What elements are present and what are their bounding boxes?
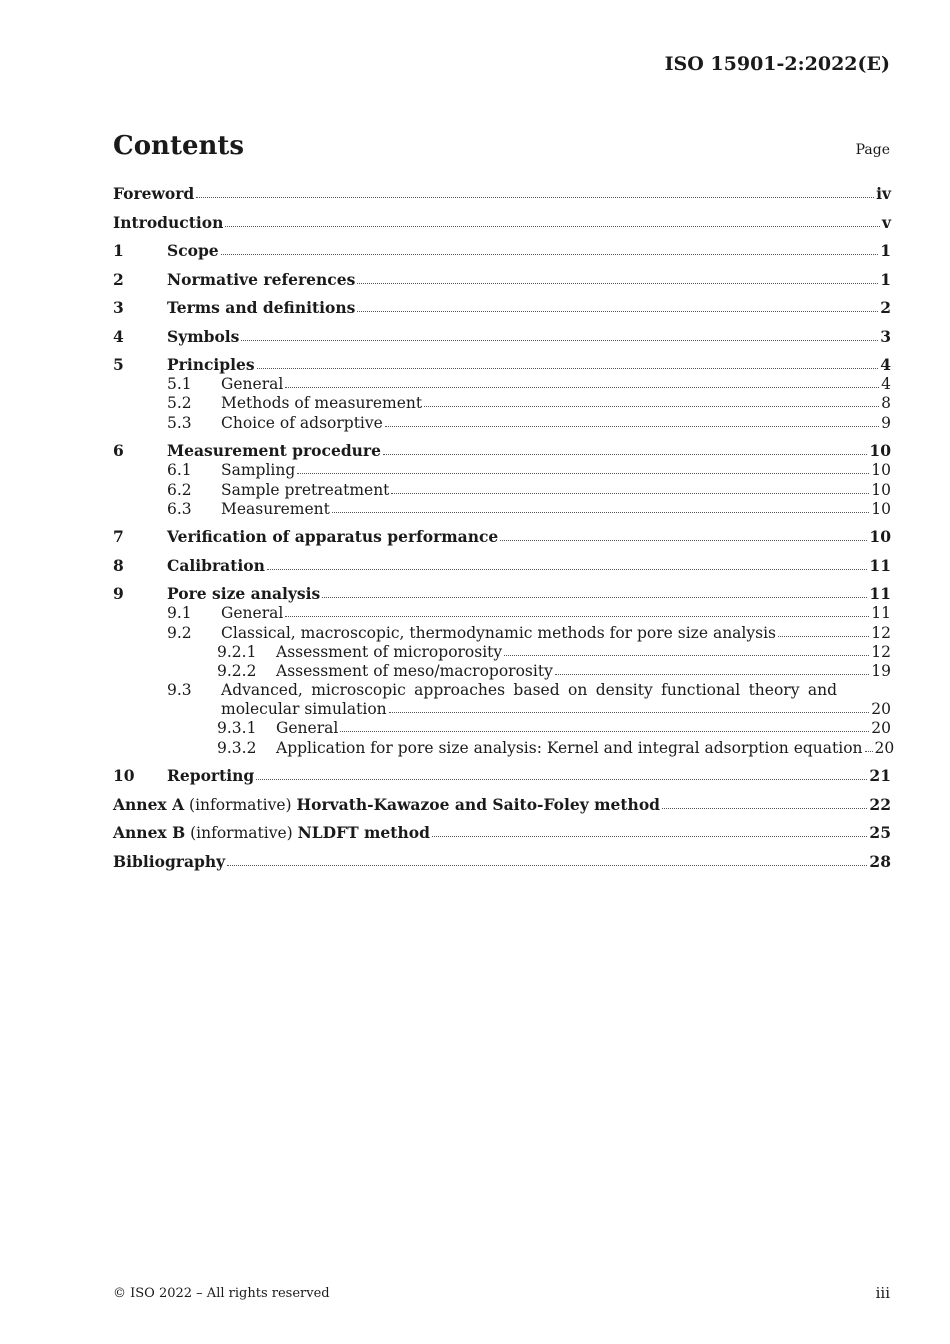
leader-dots xyxy=(504,655,869,656)
leader-dots xyxy=(256,779,867,780)
toc-title: Pore size analysis xyxy=(167,584,321,604)
toc-entry-3[interactable] xyxy=(113,298,891,317)
toc-title: Assessment of microporosity xyxy=(276,642,503,661)
toc-number: 9.1 xyxy=(167,604,192,623)
toc-entry-5-2[interactable] xyxy=(113,393,891,412)
annex-type: (informative) xyxy=(184,795,297,814)
toc-entry-8[interactable] xyxy=(113,555,891,574)
toc-title: Horvath-Kawazoe and Saito-Foley method xyxy=(296,794,660,814)
toc-title: Introduction xyxy=(113,212,224,232)
toc-title: Symbols xyxy=(167,326,240,346)
toc-number: 5 xyxy=(113,355,124,375)
toc-title: Reporting xyxy=(167,766,255,786)
toc-entry-5-3[interactable] xyxy=(113,412,891,431)
leader-dots xyxy=(297,473,869,474)
toc-entry-9-2[interactable] xyxy=(113,622,891,641)
toc-number: 9.3.1 xyxy=(217,719,257,738)
leader-dots xyxy=(383,454,867,455)
page-column-label: Page xyxy=(855,142,890,158)
toc-entry-6-1[interactable] xyxy=(113,460,891,479)
leader-dots xyxy=(225,226,880,227)
toc-page: v xyxy=(881,212,891,232)
toc-number: 8 xyxy=(113,555,124,575)
toc-number: 1 xyxy=(113,241,124,261)
toc-title: General xyxy=(221,604,284,623)
toc-number: 5.2 xyxy=(167,394,192,413)
leader-dots xyxy=(555,674,869,675)
leader-dots xyxy=(662,808,867,809)
leader-dots xyxy=(257,368,879,369)
leader-dots xyxy=(196,197,874,198)
toc-entry-9-3-continued[interactable] xyxy=(113,699,891,718)
annex-label: Annex B xyxy=(113,823,186,843)
toc-entry-4[interactable] xyxy=(113,326,891,345)
toc-entry-annex-b[interactable] xyxy=(113,823,891,842)
toc-page: iv xyxy=(876,184,891,204)
toc-page: 1 xyxy=(880,269,891,289)
toc-page: 8 xyxy=(881,394,891,413)
toc-number: 6 xyxy=(113,441,124,461)
toc-title: Sample pretreatment xyxy=(221,480,390,499)
leader-dots xyxy=(389,712,870,713)
toc-page: 3 xyxy=(880,326,891,346)
leader-dots xyxy=(340,731,869,732)
toc-entry-9[interactable] xyxy=(113,584,891,603)
leader-dots xyxy=(267,569,868,570)
toc-title-line2: molecular simulation xyxy=(221,700,387,719)
toc-page: 10 xyxy=(871,499,891,518)
contents-title: Contents xyxy=(113,131,245,161)
toc-number: 9.3.2 xyxy=(217,738,257,757)
toc-entry-10[interactable] xyxy=(113,766,891,785)
leader-dots xyxy=(865,751,873,752)
toc-entry-9-2-1[interactable] xyxy=(113,642,891,661)
toc-page: 20 xyxy=(874,738,895,757)
leader-dots xyxy=(391,493,869,494)
toc-page: 20 xyxy=(871,719,891,738)
toc-title: Measurement xyxy=(221,499,330,518)
toc-entry-5-1[interactable] xyxy=(113,374,891,393)
toc-title: Normative references xyxy=(167,269,356,289)
toc-page: 19 xyxy=(871,661,891,680)
toc-page: 11 xyxy=(869,555,891,575)
toc-entry-foreword[interactable] xyxy=(113,184,891,203)
toc-entry-2[interactable] xyxy=(113,269,891,288)
toc-page: 20 xyxy=(871,700,891,719)
leader-dots xyxy=(221,254,879,255)
toc-number: 6.1 xyxy=(167,461,192,480)
leader-dots xyxy=(500,540,867,541)
toc-page: 10 xyxy=(869,441,891,461)
toc-number: 9 xyxy=(113,584,124,604)
toc-entry-introduction[interactable] xyxy=(113,212,891,231)
toc-title-line1: Advanced, microscopic approaches based on density functional theory and xyxy=(221,681,837,700)
toc-page: 4 xyxy=(880,355,891,375)
toc-title: General xyxy=(221,375,284,394)
toc-number: 9.2.2 xyxy=(217,661,257,680)
toc-number: 5.3 xyxy=(167,413,192,432)
toc-page: 10 xyxy=(871,480,891,499)
toc-title: Classical, macroscopic, thermodynamic methods for pore size analysis xyxy=(221,623,776,642)
toc-entry-9-3-1[interactable] xyxy=(113,718,891,737)
toc-entry-6-3[interactable] xyxy=(113,499,891,518)
toc-entry-bibliography[interactable] xyxy=(113,851,891,870)
toc-page: 4 xyxy=(881,375,891,394)
toc-title: Methods of measurement xyxy=(221,394,423,413)
toc-number: 2 xyxy=(113,269,124,289)
toc-number: 10 xyxy=(113,766,135,786)
copyright-notice: © ISO 2022 – All rights reserved xyxy=(113,1286,330,1301)
toc-page: 12 xyxy=(871,623,891,642)
document-id: ISO 15901-2:2022(E) xyxy=(664,53,890,75)
toc-title: General xyxy=(276,719,339,738)
leader-dots xyxy=(285,387,879,388)
toc-number: 7 xyxy=(113,527,124,547)
leader-dots xyxy=(778,636,869,637)
toc-page: 9 xyxy=(881,413,891,432)
toc-entry-6[interactable] xyxy=(113,441,891,460)
toc-title: Bibliography xyxy=(113,851,226,871)
toc-entry-5[interactable] xyxy=(113,355,891,374)
toc-title: Foreword xyxy=(113,184,195,204)
leader-dots xyxy=(227,865,867,866)
toc-page: 28 xyxy=(869,851,891,871)
leader-dots xyxy=(432,836,868,837)
toc-entry-9-2-2[interactable] xyxy=(113,661,891,680)
toc-page: 25 xyxy=(869,823,891,843)
toc-title: NLDFT method xyxy=(297,823,430,843)
annex-type: (informative) xyxy=(185,824,298,843)
toc-title: Verification of apparatus performance xyxy=(167,527,499,547)
toc-title: Sampling xyxy=(221,461,296,480)
toc-entry-9-3-2[interactable] xyxy=(113,737,895,757)
toc-page: 11 xyxy=(869,584,891,604)
toc-title: Choice of adsorptive xyxy=(221,413,383,432)
page-number: iii xyxy=(875,1284,890,1302)
toc-title: Assessment of meso/macroporosity xyxy=(276,661,553,680)
toc-page: 2 xyxy=(880,298,891,318)
annex-label: Annex A xyxy=(113,794,185,814)
leader-dots xyxy=(424,406,879,407)
toc-number: 9.2.1 xyxy=(217,642,257,661)
toc-page: 22 xyxy=(869,794,891,814)
leader-dots xyxy=(385,426,879,427)
leader-dots xyxy=(285,616,869,617)
toc-number: 6.2 xyxy=(167,480,192,499)
toc-number: 9.2 xyxy=(167,623,192,642)
table-of-contents xyxy=(113,184,895,871)
leader-dots xyxy=(241,340,878,341)
toc-page: 10 xyxy=(871,461,891,480)
toc-title: Terms and definitions xyxy=(167,298,356,318)
toc-page: 11 xyxy=(871,604,891,623)
toc-page: 12 xyxy=(871,642,891,661)
toc-page: 10 xyxy=(869,527,891,547)
toc-number: 5.1 xyxy=(167,375,192,394)
toc-page: 1 xyxy=(880,241,891,261)
toc-entry-9-1[interactable] xyxy=(113,603,891,622)
toc-number: 9.3 xyxy=(167,681,192,700)
toc-number: 6.3 xyxy=(167,499,192,518)
toc-title: Scope xyxy=(167,241,219,261)
toc-entry-6-2[interactable] xyxy=(113,479,891,498)
toc-number: 4 xyxy=(113,326,124,346)
toc-title: Principles xyxy=(167,355,255,375)
toc-entry-9-3[interactable] xyxy=(113,680,891,699)
toc-title: Application for pore size analysis: Kernel and integral adsorption equation xyxy=(276,738,863,757)
toc-title: Calibration xyxy=(167,555,265,575)
leader-dots xyxy=(322,597,867,598)
toc-number: 3 xyxy=(113,298,124,318)
leader-dots xyxy=(332,512,869,513)
toc-entry-annex-a[interactable] xyxy=(113,794,891,813)
toc-entry-1[interactable] xyxy=(113,241,891,260)
toc-title: Measurement procedure xyxy=(167,441,381,461)
leader-dots xyxy=(357,311,878,312)
leader-dots xyxy=(357,283,878,284)
toc-entry-7[interactable] xyxy=(113,527,891,546)
toc-page: 21 xyxy=(869,766,891,786)
